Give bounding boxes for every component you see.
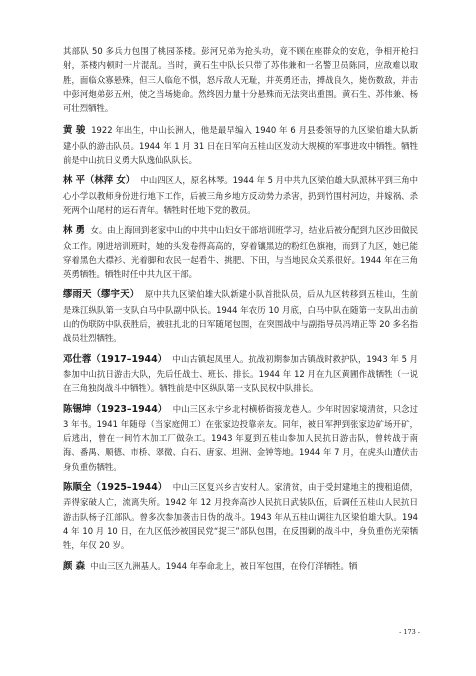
entry-name: 陈锡坤（1923–1944）	[63, 403, 168, 415]
entry-lin-ping	[63, 173, 418, 217]
entry-name: 颜 森	[63, 560, 86, 572]
entry-deng-shirong	[63, 352, 418, 396]
document-page	[63, 44, 418, 580]
entry-miao-yutian	[63, 287, 418, 345]
page-number: - 173 -	[399, 628, 420, 636]
entry-text: 中山古镇起凤里人。抗战初期参加古镇战时救护队，1943 年 5 月参加中山抗日游击大队，先后任战士、班长、排长。1944 年 12 月在九区黄圃作战牺牲（一说在三角独岗战斗中牺牲）。牺牲前是中区纵队第一支队民权中队排长。	[63, 353, 418, 394]
entry-text: 1922 年出生，中山长洲人，他是最早编入 1940 年 6 月县委领导的九区梁伯雄大队新建小队的游击队员。1944 年 1 月 31 日在日军向五桂山区发动大规模的军事进攻中牺牲。牺牲前是中山抗日义勇大队逸仙队队长。	[63, 125, 419, 166]
entry-text: 中山四区人，原名林琴。1944 年 5 月中共九区梁伯雄大队派林平到三角中心小学以教师身份进行地下工作，后被三角乡地方反动势力杀害，扔到竹围村河边，并嫁祸、杀死两个山尾村的运石青年。牺牲时任地下党的教员。	[63, 175, 418, 215]
entry-text: 中山三区九洲基人。1944 年奉命北上，被日军包围，在伶仃洋牺牲。牺	[90, 560, 358, 571]
entry-yan-sen	[63, 559, 418, 574]
entry-name: 黄 骏	[63, 125, 86, 137]
entry-huang-jun	[63, 123, 418, 167]
entry-text: 中山三区永宁乡北村横桥街接龙巷人。少年时因家境清贫，只念过 3 年书。1941 年随母（当家庭佣工）在张家边投靠亲友。同年，被日军押到张家边矿场开矿，后逃出，曾在一间竹木加工厂做杂工。1943 年夏到五桂山参加人民抗日游击队，曾转战于南海、番禺、顺德、市桥、翠微、白石、唐家、坦洲、金钟等地。1944 年 7 月，在虎头山遭伏击身负重伤牺牲。	[63, 403, 419, 472]
entry-lin-yong	[63, 223, 418, 281]
intro-paragraph: 其部队 50 多兵力包围了桃园茶楼。彭河兄弟为抢头功，竟不顾在座群众的安危，争相开枪扫射，茶楼内顿时一片混乱。当时，黄石生中队长只带了苏伟兼和一名警卫员陈同，应敌难以取胜，面临众寡悬殊，但三人临危不惧，怒斥敌人无耻，并英勇还击，搏战良久，毙伤数敌，并击中彭河炮弟彭五州，使之当场毙命。然终因力量十分悬殊而无法突出重围。黄石生、苏伟兼、杨可壮烈牺牲。	[63, 46, 418, 114]
entry-name: 林 平（林萍 女）	[63, 175, 136, 187]
entry-chen-xikun	[63, 402, 418, 474]
entry-name: 林 勇	[63, 225, 86, 237]
entry-name: 缪雨天（缪宇天）	[63, 289, 140, 301]
entry-text: 原中共九区梁伯雄大队新建小队首批队员，后从九区转移到五桂山，生前是珠江纵队第一支队白马中队副中队长。1944 年农历 10 月底，白马中队在随第一支队出击前山的伪联防中队获胜后，被驻扎北的日军随尾包围，在突围战中与副指导员冯靖正等 20 多名指战员壮烈牺牲。	[63, 289, 418, 344]
entry-name: 邓仕蓉（1917–1944）	[63, 353, 168, 365]
entry-text: 女。由上海回到老家中山的中共中山妇女干部培训班学习，结业后被分配到九区沙田做民众工作。刚进培训班时，她的头发卷得高高的，穿着镶黑边的粉红色旗袍，而到了九区，她已能穿着黑色大襟衫、光着脚和农民一起看牛、挑肥、下田，与当地民众关系很好。1944 年在三角英勇牺牲。牺牲时任中共九区干部。	[63, 225, 419, 280]
entry-chen-shunquan	[63, 480, 418, 552]
entry-name: 陈顺全（1925–1944）	[63, 482, 168, 494]
entry-text: 中山三区复兴乡吉安村人。家清贫，由于受封建地主的搜租追债，弄得家破人亡，流离失所。1942 年 12 月投奔高沙人民抗日武装队伍，后调任五桂山人民抗日游击队杨子江部队。曾多次参加袭击日伪的战斗。1943 年从五桂山调往九区梁伯雄大队。1944 年 10 月 10 日，在九区低沙被国民党“捉三”部队包围，在反围剿的战斗中，身负重伤光荣牺牲，年仅 20 岁。	[63, 482, 419, 551]
